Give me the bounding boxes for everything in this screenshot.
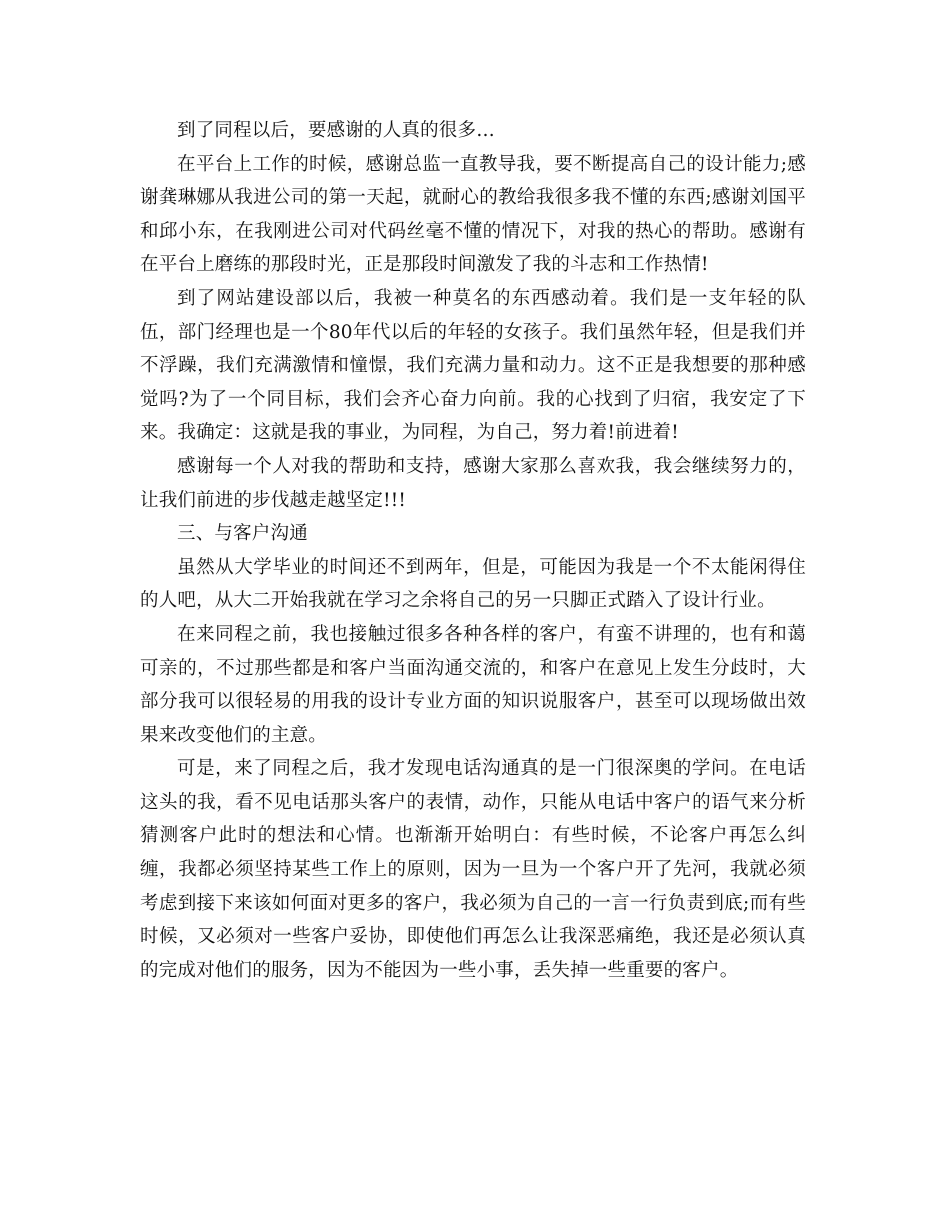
paragraph-intro: 到了同程以后，要感谢的人真的很多…	[177, 120, 495, 141]
paragraph-design-experience: 虽然从大学毕业的时间还不到两年，但是，可能因为我是一个不太能闲得住的人吧，从大二开始我就在学习之余将自己的另一只脚正式踏入了设计行业。	[140, 556, 806, 612]
paragraph-platform-thanks: 在平台上工作的时候，感谢总监一直教导我，要不断提高自己的设计能力;感谢龚琳娜从我进公司的第一天起，就耐心的教给我很多我不懂的东西;感谢刘国平和邱小东，在我刚进公司对代码丝毫不懂的情况下，对我的热心的帮助。感谢有在平台上磨练的那段时光，正是那段时间激发了我的斗志和工作热情!	[140, 153, 806, 276]
paragraph-website-department: 到了网站建设部以后，我被一种莫名的东西感动着。我们是一支年轻的队伍，部门经理也是一个80年代以后的年轻的女孩子。我们虽然年轻，但是我们并不浮躁，我们充满激情和憧憬，我们充满力量和动力。这不正是我想要的那种感觉吗?为了一个同目标，我们会齐心奋力向前。我的心找到了归宿，我安定了下来。我确定：这就是我的事业，为同程，为自己，努力着!前进着!	[140, 287, 806, 444]
paragraph-previous-clients: 在来同程之前，我也接触过很多各种各样的客户，有蛮不讲理的，也有和蔼可亲的，不过那些都是和客户当面沟通交流的，和客户在意见上发生分歧时，大部分我可以很轻易的用我的设计专业方面的知识说服客户，甚至可以现场做出效果来改变他们的主意。	[140, 623, 806, 746]
section-heading-customer-communication: 三、与客户沟通	[177, 523, 308, 545]
paragraph-gratitude: 感谢每一个人对我的帮助和支持，感谢大家那么喜欢我，我会继续努力的，让我们前进的步伐越走越坚定!!!	[140, 455, 806, 511]
paragraph-phone-communication: 可是，来了同程之后，我才发现电话沟通真的是一门很深奥的学问。在电话这头的我，看不见电话那头客户的表情，动作，只能从电话中客户的语气来分析猜测客户此时的想法和心情。也渐渐开始明白：有些时候，不论客户再怎么纠缠，我都必须坚持某些工作上的原则，因为一旦为一个客户开了先河，我就必须考虑到接下来该如何面对更多的客户，我必须为自己的一言一行负责到底;而有些时候，又必须对一些客户妥协，即使他们再怎么让我深恶痛绝，我还是必须认真的完成对他们的服务，因为不能因为一些小事，丢失掉一些重要的客户。	[140, 758, 806, 981]
